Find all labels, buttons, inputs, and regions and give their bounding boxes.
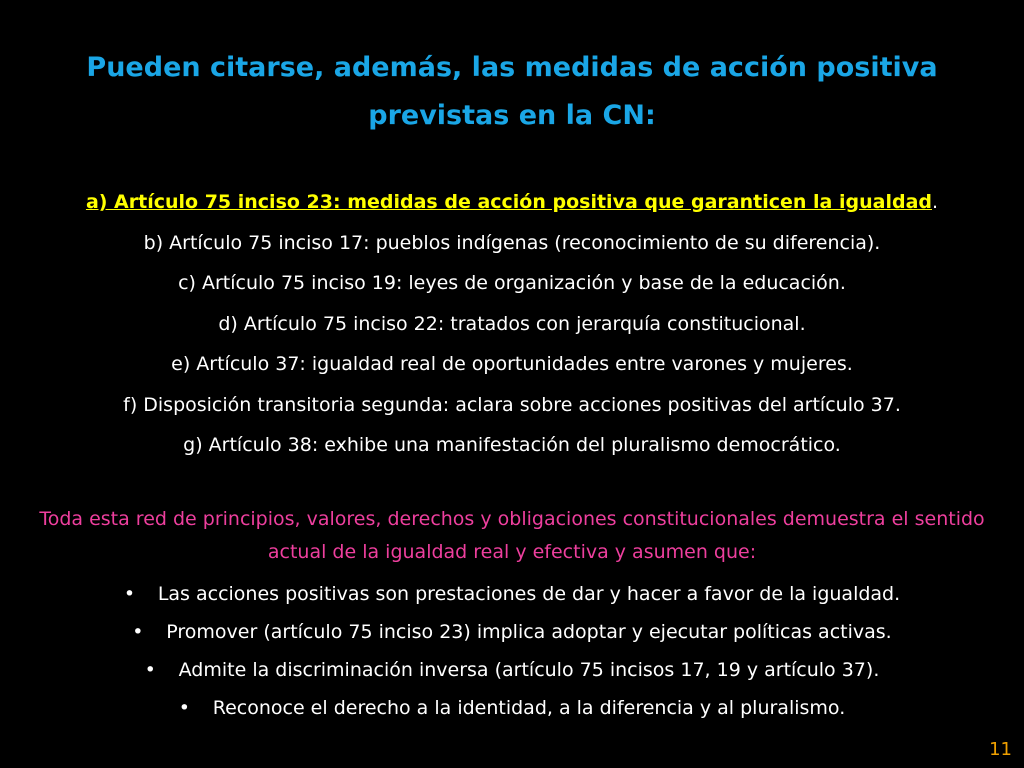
bullet-item <box>0 689 1024 727</box>
bullet-dot-icon: • <box>132 621 144 643</box>
slide-title: Pueden citarse, además, las medidas de acción positiva previstas en la CN: <box>86 52 938 131</box>
article-item-b: b) Artículo 75 inciso 17: pueblos indígenas (reconocimiento de su diferencia). <box>143 231 881 254</box>
bullet-item <box>0 613 1024 651</box>
bullet-dot-icon: • <box>123 583 136 605</box>
article-item-d: d) Artículo 75 inciso 22: tratados con jerarquía constitucional. <box>218 312 806 335</box>
conclusion-text: Toda esta red de principios, valores, derechos y obligaciones constitucionales demuestra el sentido actual de la igualdad real y efectiva y asumen que: <box>39 508 985 563</box>
page-number: 11 <box>989 739 1012 760</box>
bullet-list <box>0 575 1024 727</box>
article-item-g: g) Artículo 38: exhibe una manifestación del pluralismo democrático. <box>183 434 841 456</box>
bullet-text: Reconoce el derecho a la identidad, a la diferencia y al pluralismo. <box>212 697 846 719</box>
article-item-e: e) Artículo 37: igualdad real de oportunidades entre varones y mujeres. <box>171 353 853 375</box>
article-item-a-text: a) Artículo 75 inciso 23: medidas de acción positiva que garanticen la igualdad <box>85 191 932 213</box>
article-item-c: c) Artículo 75 inciso 19: leyes de organización y base de la educación. <box>178 272 846 294</box>
bullet-item <box>0 575 1024 613</box>
article-item-a-period: . <box>932 191 939 213</box>
bullet-item <box>0 651 1024 689</box>
bullet-dot-icon: • <box>144 659 156 681</box>
bullet-text: Las acciones positivas son prestaciones de dar y hacer a favor de la igualdad. <box>157 583 901 605</box>
article-list <box>0 182 1024 466</box>
bullet-text: Admite la discriminación inversa (artículo 75 incisos 17, 19 y artículo 37). <box>178 659 880 681</box>
bullet-text: Promover (artículo 75 inciso 23) implica adoptar y ejecutar políticas activas. <box>166 621 892 643</box>
article-item-a <box>0 182 1024 223</box>
article-item-f: f) Disposición transitoria segunda: aclara sobre acciones positivas del artículo 37. <box>123 393 901 416</box>
bullet-dot-icon: • <box>178 697 190 719</box>
